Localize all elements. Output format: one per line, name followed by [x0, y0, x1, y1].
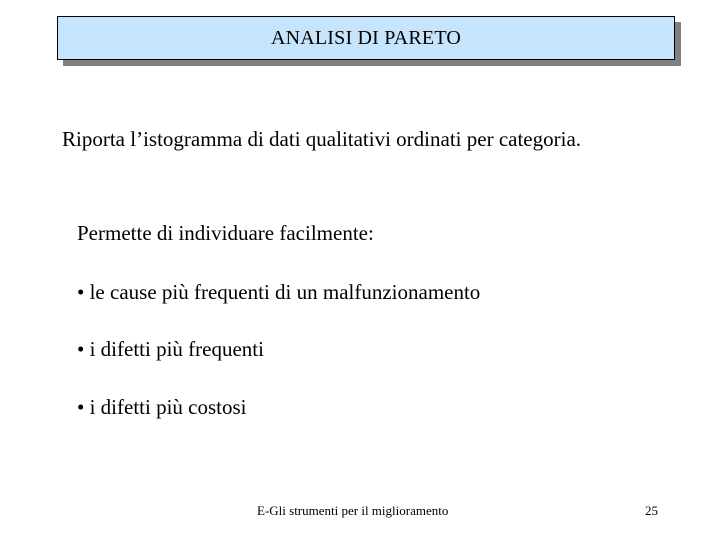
bullet-item: • i difetti più costosi [77, 395, 247, 419]
page-number: 25 [645, 503, 658, 518]
title-box [57, 16, 675, 60]
lead-text: Permette di individuare facilmente: [77, 221, 374, 245]
footer-text: E-Gli strumenti per il miglioramento [257, 503, 449, 518]
bullet-item: • i difetti più frequenti [77, 337, 264, 361]
slide-title: ANALISI DI PARETO [270, 26, 462, 49]
bullet-item: • le cause più frequenti di un malfunzionamento [77, 280, 481, 304]
intro-text: Riporta l’istogramma di dati qualitativi ordinati per categoria. [62, 127, 582, 151]
